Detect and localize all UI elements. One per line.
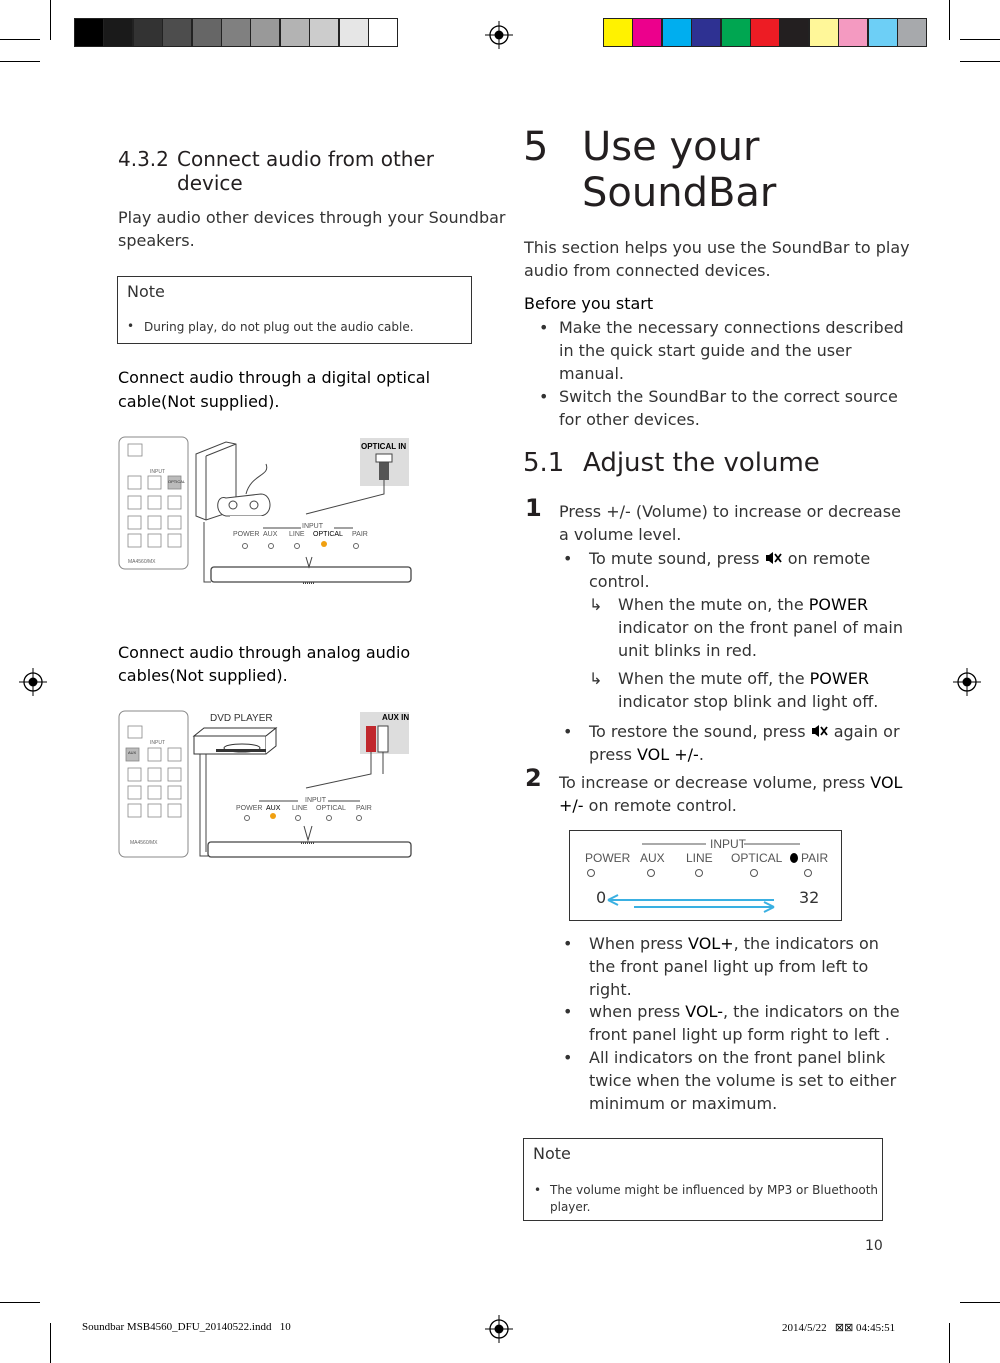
bullet-dot: •: [539, 318, 549, 337]
aux-label: AUX: [640, 851, 665, 865]
panel-line-label: LINE: [292, 805, 308, 812]
before-item: Switch the SoundBar to the correct source: [559, 387, 898, 406]
step-number: 1: [525, 494, 542, 522]
restore-instruction: [589, 720, 900, 743]
panel-pair-label: PAIR: [352, 531, 368, 538]
power-key: POWER: [809, 669, 869, 688]
panel-line-label: LINE: [289, 531, 305, 538]
step-text: [559, 794, 737, 817]
panel-pair-label: PAIR: [356, 805, 372, 812]
section-title: Adjust the volume: [583, 448, 820, 478]
registration-mark-icon: [485, 1315, 513, 1343]
bullet-dot: •: [563, 549, 573, 568]
vol-key: VOL +/-: [637, 745, 699, 764]
section-title: Connect audio from other: [177, 147, 435, 171]
vol-minus-key: VOL-: [685, 1002, 723, 1021]
vol-key: VOL: [870, 773, 903, 792]
crop-mark: [949, 1323, 950, 1363]
volume-bullet: twice when the volume is set to either: [589, 1071, 897, 1090]
volume-min: 0: [596, 888, 607, 907]
aux-in-label: AUX IN: [382, 713, 410, 722]
crop-mark: [0, 1302, 40, 1303]
slug-timestamp: 2014/5/22 ⊠⊠ 04:45:51: [782, 1322, 896, 1334]
bullet-text: , the indicators on the: [722, 1002, 900, 1021]
gray-swatch: [368, 18, 398, 47]
panel-optical-label: OPTICAL: [313, 531, 343, 538]
result-text-a: When the mute on, the: [618, 595, 804, 614]
gray-swatch: [74, 18, 104, 47]
color-swatch: [662, 18, 692, 47]
remote-input-label: INPUT: [150, 740, 165, 746]
result-text: [618, 667, 869, 690]
note-title: Note: [127, 282, 165, 301]
dvd-player-illustration: [116, 708, 416, 863]
note-box: [117, 276, 472, 344]
section-number: 5.1: [523, 448, 565, 478]
crop-mark: [50, 1323, 51, 1363]
crop-mark: [0, 61, 40, 62]
slug-filename: Soundbar MSB4560_DFU_20140522.indd 10: [82, 1321, 291, 1333]
mute-text: control.: [589, 572, 650, 591]
before-start-heading: Before you start: [524, 294, 654, 313]
crop-mark: [0, 39, 40, 40]
optical-in-label: OPTICAL IN: [361, 442, 407, 451]
power-label: POWER: [585, 851, 631, 865]
before-item: manual.: [559, 364, 625, 383]
panel-indicators-illustration: [570, 831, 843, 922]
volume-bullet: All indicators on the front panel blink: [589, 1048, 886, 1067]
gray-swatch: [103, 18, 133, 47]
crop-mark: [949, 0, 950, 40]
volume-bullet: the front panel light up from left to: [589, 957, 869, 976]
page-number: 10: [865, 1238, 883, 1254]
crop-mark: [50, 0, 51, 40]
volume-bullet: minimum or maximum.: [589, 1094, 778, 1113]
bullet-dot: •: [563, 934, 573, 953]
registration-mark-icon: [485, 21, 513, 49]
optical-caption: cable(Not supplied).: [118, 392, 280, 411]
restore-text: again or: [833, 722, 900, 741]
result-text: indicator stop blink and light off.: [618, 692, 879, 711]
restore-instruction: [589, 743, 704, 766]
gray-swatch: [280, 18, 310, 47]
panel-input-label: INPUT: [305, 797, 326, 804]
mute-icon: [811, 724, 829, 738]
optical-caption: Connect audio through a digital optical: [118, 368, 431, 387]
result-text: indicator on the front panel of main: [618, 618, 903, 637]
chapter-title: Use your: [582, 124, 760, 170]
panel-power-label: POWER: [236, 805, 263, 812]
note-text: During play, do not plug out the audio cable.: [144, 320, 414, 334]
volume-bullet: front panel light up form right to left .: [589, 1025, 890, 1044]
before-item: for other devices.: [559, 410, 700, 429]
bullet-text: When press: [589, 934, 683, 953]
result-arrow-icon: ↳: [589, 595, 603, 614]
before-item: in the quick start guide and the user: [559, 341, 852, 360]
result-arrow-icon: ↳: [589, 669, 603, 688]
panel-input-label: INPUT: [302, 523, 323, 530]
bullet-dot: •: [563, 1002, 573, 1021]
result-text: unit blinks in red.: [618, 641, 757, 660]
step-text: Press +/- (Volume) to increase or decrease: [559, 502, 901, 521]
remote-model: MA4560/MX: [128, 559, 156, 565]
color-swatch: [897, 18, 927, 47]
remote-control-illustration: [116, 434, 416, 594]
input-label: INPUT: [710, 837, 746, 851]
crop-mark: [960, 61, 1000, 62]
gray-swatch: [133, 18, 163, 47]
optical-label: OPTICAL: [731, 851, 783, 865]
note-text: player.: [550, 1200, 591, 1214]
step-text-b: on remote control.: [588, 796, 737, 815]
section-number: 4.3.2: [118, 147, 169, 171]
volume-panel-diagram: [569, 830, 842, 921]
intro-text: Play audio other devices through your Soundbar: [118, 208, 506, 227]
color-swatch: [809, 18, 839, 47]
gray-swatch: [221, 18, 251, 47]
step-number: 2: [525, 764, 542, 792]
mute-text: on remote: [787, 549, 871, 568]
gray-swatch: [339, 18, 369, 47]
gray-swatch: [192, 18, 222, 47]
panel-optical-label: OPTICAL: [316, 805, 346, 812]
result-text: [618, 593, 868, 616]
optical-connection-diagram: [116, 434, 416, 594]
remote-aux-key: AUX: [128, 750, 137, 755]
color-swatch: [691, 18, 721, 47]
crop-mark: [960, 39, 1000, 40]
restore-text: To restore the sound, press: [589, 722, 806, 741]
registration-mark-icon: [953, 668, 981, 696]
volume-bullet: [589, 932, 879, 955]
color-swatch: [632, 18, 662, 47]
power-key: POWER: [808, 595, 869, 614]
color-swatch: [750, 18, 780, 47]
color-swatch: [603, 18, 633, 47]
chapter-title-cont: SoundBar: [582, 170, 777, 216]
bullet-dot: •: [534, 1183, 542, 1197]
analog-connection-diagram: [116, 708, 416, 863]
chapter-intro: This section helps you use the SoundBar to play: [524, 238, 910, 257]
analog-caption: cables(Not supplied).: [118, 666, 288, 685]
bullet-dot: •: [127, 319, 135, 333]
note-title: Note: [533, 1144, 571, 1163]
bullet-text: when press: [589, 1002, 681, 1021]
remote-optical-key: OPTICAL: [168, 479, 186, 484]
line-label: LINE: [686, 851, 713, 865]
dvd-player-label: DVD PLAYER: [210, 713, 273, 724]
chapter-intro: audio from connected devices.: [524, 261, 771, 280]
result-text-a: When the mute off, the: [618, 669, 805, 688]
section-title-cont: device: [177, 171, 243, 195]
bullet-text: , the indicators on: [733, 934, 879, 953]
mute-icon: [765, 551, 783, 565]
color-swatch: [721, 18, 751, 47]
chapter-number: 5: [523, 124, 549, 170]
gray-swatch: [309, 18, 339, 47]
analog-caption: Connect audio through analog audio: [118, 643, 411, 662]
remote-input-label: INPUT: [150, 469, 165, 475]
registration-mark-icon: [19, 668, 47, 696]
step-text: a volume level.: [559, 525, 682, 544]
volume-bullet: right.: [589, 980, 632, 999]
bullet-dot: •: [563, 1048, 573, 1067]
intro-text: speakers.: [118, 231, 195, 250]
volume-max: 32: [799, 888, 820, 907]
bullet-dot: •: [539, 387, 549, 406]
restore-text: .: [698, 745, 704, 764]
mute-text: To mute sound, press: [589, 549, 760, 568]
note-box: [523, 1138, 883, 1221]
note-text: The volume might be influenced by MP3 or Bluethooth: [550, 1183, 879, 1197]
gray-swatch: [250, 18, 280, 47]
pair-label: PAIR: [801, 851, 829, 865]
color-swatch: [868, 18, 898, 47]
restore-text: press: [589, 745, 632, 764]
crop-mark: [960, 1302, 1000, 1303]
color-swatch: [779, 18, 809, 47]
vol-plus-key: VOL+: [688, 934, 734, 953]
before-item: Make the necessary connections described: [559, 318, 904, 337]
panel-aux-label: AUX: [263, 531, 278, 538]
bullet-dot: •: [563, 722, 573, 741]
panel-aux-label: AUX: [266, 805, 281, 812]
step-text: [559, 771, 902, 794]
panel-power-label: POWER: [233, 531, 260, 538]
vol-key: +/-: [559, 796, 584, 815]
mute-instruction: [589, 547, 870, 570]
remote-model: MA4560/MX: [130, 840, 158, 846]
color-swatch: [838, 18, 868, 47]
step-text-a: To increase or decrease volume, press: [559, 773, 866, 792]
volume-bullet: [589, 1000, 900, 1023]
gray-swatch: [162, 18, 192, 47]
